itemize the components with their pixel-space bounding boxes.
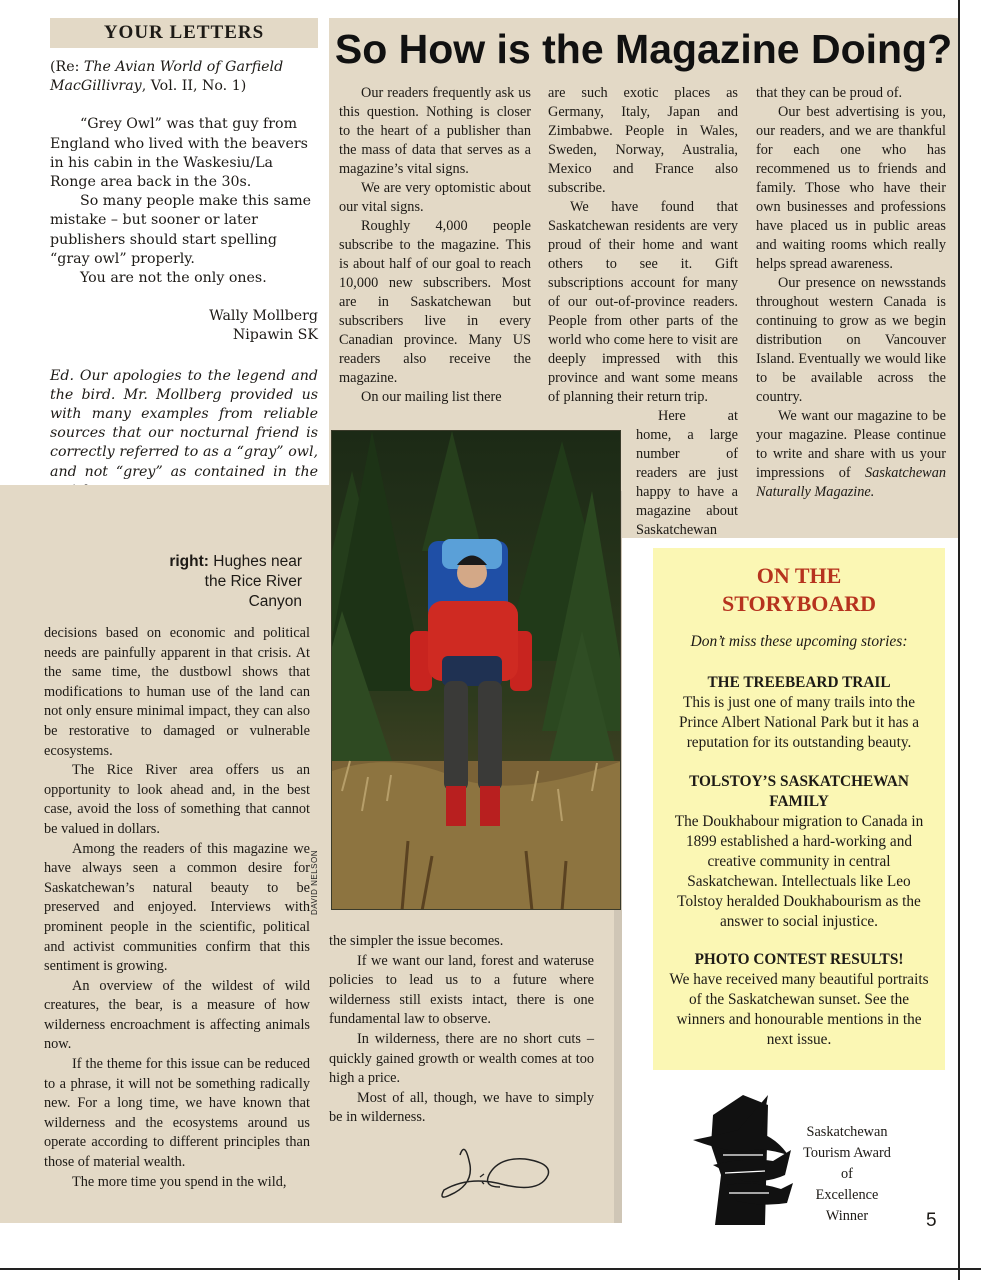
- editorial-paragraph: In wilderness, there are no short cuts – quickly gained growth or wealth comes at too high a price.: [329, 1030, 594, 1087]
- story-text: This is just one of many trails into the Prince Albert National Park but it has a reputation for its outstanding beauty.: [678, 694, 920, 751]
- editorial-paragraph: decisions based on economic and political needs are painfully apparent in that crisis. At the same time, the dustbowl shows that modifications to human use of the land can not only ensure minimal impact, they can also be restorative to damaged or vulnerable ecosystems.: [44, 625, 310, 759]
- letter-reference: [50, 58, 318, 96]
- editor-signature: [430, 1135, 554, 1210]
- article-paragraph: We have found that Saskatchewan residents are very proud of their home and want others to see it. Gift subscriptions account for many of our out-of-province readers. People from other parts of the world who come here to visit are deeply impressed with this province and want some means of planning their return trip.: [548, 199, 738, 405]
- storyboard-subtitle: Don’t miss these upcoming stories:: [690, 633, 908, 650]
- page-edge-right: [958, 0, 960, 1280]
- closing-text: We want our magazine to be your magazine. Please continue to write and share with us your impressions of: [756, 408, 946, 481]
- editorial-paragraph: An overview of the wildest of wild creatures, the bear, is a measure of how wilderness encroachment is affecting animals now.: [44, 977, 310, 1053]
- editor-note: Ed. Our apologies to the legend and the bird. Mr. Mollberg provided us with many examples from reliable sources that our nocturnal friend is correctly referred to as a “gray” owl, and not “grey” as contained in the: [50, 367, 318, 480]
- article-paragraph: Our best advertising is you, our readers, and we are thankful for each one who has recommened us to friends and family. Those who have their own businesses and professions have placed us in public areas and waiting rooms which really helps spread awareness.: [756, 104, 946, 272]
- editorial-paragraph: Among the readers of this magazine we have always seen a common desire for Saskatchewan’s natural beauty to be preserved and enjoyed. Interviews with prominent people in the scientific, political and activist communities confirm that this sentiment is growing.: [44, 840, 310, 975]
- photo-caption: [150, 552, 302, 612]
- hiker-photo-illustration: [332, 431, 621, 910]
- story-item: [665, 950, 933, 1050]
- storyboard-title-line2: STORYBOARD: [721, 591, 877, 616]
- photo-credit: DAVID NELSON: [310, 850, 319, 916]
- story-text: The Doukhabour migration to Canada in 1899 established a hard-working and creative community in central Saskatchewan. Intellectuals like Leo Tolstoy heralded Doukhabourism as the answer to social injustice.: [674, 813, 924, 930]
- article-paragraph: Our readers frequently ask us this question. Nothing is closer to the heart of a publisher than the mass of data that serves as a magazine’s vital signs.: [339, 85, 531, 177]
- letter-paragraph: “Grey Owl” was that guy from England who lived with the beavers in his cabin in the Waskesiu/La Ronge area back in the 30s.: [50, 116, 308, 191]
- letter-paragraph: You are not the only ones.: [80, 270, 267, 287]
- letters-section: [50, 18, 318, 501]
- storyboard-title: [653, 562, 945, 618]
- magazine-name: Saskatchewan Naturally Magazine.: [756, 465, 946, 500]
- re-suffix: , Vol. II, No. 1): [141, 78, 247, 95]
- tourism-award-logo: [693, 1085, 801, 1225]
- article-title: So How is the Magazine Doing?: [334, 26, 953, 72]
- article-paragraph: are such exotic places as Germany, Italy, Japan and Zimbabwe. People in Wales, Sweden, Norway, Australia, Mexico and France also subscribe.: [548, 85, 738, 196]
- story-item: [665, 673, 933, 753]
- story-heading: THE TREEBEARD TRAIL: [707, 674, 891, 691]
- article-paragraph: We are very optomistic about our vital signs.: [339, 180, 531, 215]
- editorial-paragraph: If the theme for this issue can be reduced to a phrase, it will not be something radically new. For a long time, we have known that wilderness and the ecosystems around us operate according to different principles than those of material wealth.: [44, 1056, 310, 1171]
- letter-author: [50, 307, 318, 345]
- article-paragraph: Here at home, a large number of readers are just happy to have a magazine about Saskatchewan: [636, 408, 738, 538]
- page-number: 5: [926, 1210, 937, 1231]
- re-prefix: (Re:: [50, 59, 84, 75]
- award-text: [788, 1122, 906, 1227]
- article-paragraph: Roughly 4,000 people subscribe to the magazine. This is about half of our goal to reach 10,000 new subscribers. Most are in Saskatchewan but subscribers live in every Canadian province. Many US readers also receive the magazine.: [339, 218, 531, 386]
- caption-label: right:: [169, 553, 209, 570]
- article-column-1: [339, 84, 531, 407]
- story-item: [665, 772, 933, 932]
- caption-text: Hughes near the Rice River Canyon: [204, 553, 302, 610]
- award-line: of: [841, 1166, 853, 1182]
- article-paragraph: that they can be proud of.: [756, 85, 903, 101]
- editorial-paragraph: The Rice River area offers us an opportunity to look ahead and, in the best case, avoid the loss of something that cannot be valued in dollars.: [44, 762, 310, 837]
- letter-paragraph: So many people make this same mistake – but sooner or later publishers should start spelling “gray owl” properly.: [50, 193, 312, 267]
- article-column-2: [548, 84, 738, 407]
- award-line: Winner: [825, 1208, 869, 1224]
- hiker-photo: [331, 430, 621, 910]
- article-paragraph: [756, 407, 946, 502]
- page-edge-bottom: [0, 1268, 981, 1270]
- award-line: Saskatchewan: [806, 1124, 888, 1140]
- letters-header: YOUR LETTERS: [50, 18, 318, 48]
- article-paragraph: Our presence on newsstands throughout western Canada is continuing to grow as we begin distribution on Vancouver Island. Eventually we would like to be available across the country.: [756, 275, 946, 405]
- award-line: Excellence: [815, 1187, 879, 1203]
- editorial-paragraph: If we want our land, forest and wateruse policies to lead us to a future where wilderness still exists intact, there is one fundamental law to observe.: [329, 952, 594, 1028]
- author-location: Nipawin SK: [232, 327, 318, 344]
- editorial-paragraph: The more time you spend in the wild,: [72, 1173, 287, 1190]
- author-name: Wally Mollberg: [209, 308, 318, 325]
- storyboard-title-line1: ON THE: [756, 563, 842, 588]
- editorial-column-2: [329, 932, 594, 1128]
- editorial-column-1: [44, 624, 310, 1192]
- award-line: Tourism Award: [803, 1145, 891, 1161]
- storyboard-box: [653, 548, 945, 1070]
- editorial-paragraph: Most of all, though, we have to simply be in wilderness.: [329, 1089, 594, 1126]
- re-title: The Avian World of Garfield MacGillivray: [50, 59, 284, 95]
- article-paragraph: On our mailing list there: [361, 389, 502, 405]
- story-heading: TOLSTOY’S SASKATCHEWAN FAMILY: [689, 773, 909, 810]
- story-heading: PHOTO CONTEST RESULTS!: [694, 951, 904, 968]
- editorial-paragraph: the simpler the issue becomes.: [329, 933, 504, 949]
- article-column-3: [756, 84, 946, 502]
- article-column-2-wrap: [636, 407, 738, 540]
- story-text: We have received many beautiful portraits of the Saskatchewan sunset. See the winners and honourable mentions in the next issue.: [669, 971, 929, 1048]
